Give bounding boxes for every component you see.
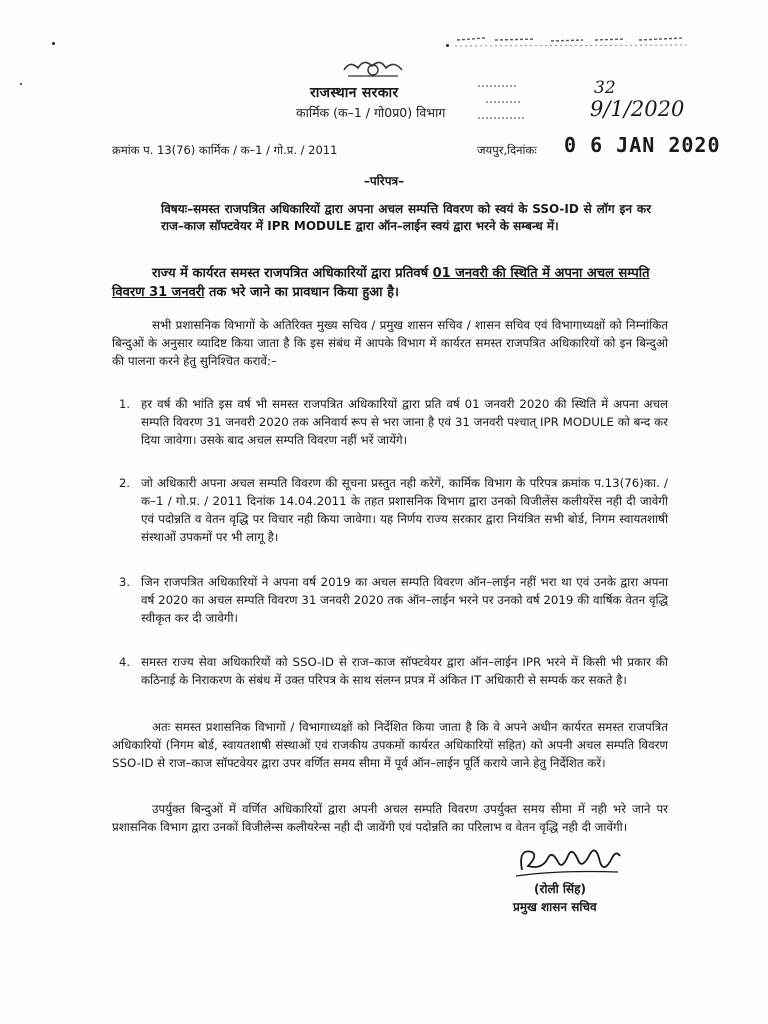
inward-date: 9/1/2020 bbox=[590, 97, 685, 121]
list-text: जो अधिकारी अपना अचल सम्पति विवरण की सूचना प्रस्तुत नही करेगें, कार्मिक विभाग के परिपत्र क्रमांक प.13(76)का. / क–1 / गो.प्र. / 2011 दिनांक 14.04.2011 के तहत प्रशासनिक विभाग द्वारा उनको विजीलेंस कलीयरेंस नही दी जावेगी एवं पदोन्नति व वेतन वृद्धि पर विचार नही किया जावेगा। यह निर्णय राज्य सरकार द्वारा नियंत्रित सभी बोर्ड, निगम स्वायतशाषी संस्थाओं उपकमों पर भी लागू है। bbox=[141, 476, 668, 544]
list-item bbox=[119, 395, 668, 449]
reference-number: क्रमांक प. 13(76) कार्मिक / क–1 / गो.प्र. / 2011 bbox=[112, 143, 338, 157]
list-number: 1. bbox=[119, 397, 130, 411]
directive-paragraph: अतः समस्त प्रशासनिक विभागों / विभागाध्यक्षों को निर्देशित किया जाता है कि वे अपने अधीन कार्यरत समस्त राजपत्रित अधिकारियों (निगम बोर्ड, स्वायतशाषी संस्थाओं एवं राजकीय उपकमों कार्यरत अधिकारियों सहित) को अपनी अचल सम्पति विवरण SSO-ID से राज–काज सॉफ्टवेयर द्वारा उपर वर्णित समय सीमा में पूर्व ऑन–लाईन पूर्ति कराये जाने हेतु निर्देशित करें। bbox=[112, 720, 668, 770]
inward-number: 32 bbox=[594, 78, 616, 98]
inward-stamp-rows bbox=[476, 80, 586, 135]
signer-name: (रोली सिंह) bbox=[534, 882, 586, 896]
scan-speck bbox=[20, 83, 22, 85]
circular-title: –परिपत्र– bbox=[363, 174, 405, 188]
main-paragraph-underlined: 01 जनवरी की स्थिति में अपना अचल सम्पति विवरण 31 जनवरी bbox=[112, 266, 650, 300]
consequence-paragraph: उपर्युक्त बिन्दुओं में वर्णित अधिकारियों द्वारा अपनी अचल सम्पति विवरण उपर्युक्त समय सीमा में नही भरे जाने पर प्रशासनिक विभाग द्वारा उनकों विजीलेन्स कलीयरेन्स नही दी जावेंगी एवं पदोन्नति का परिलाभ व वेतन वृद्धि नही दी जावेंगी। bbox=[112, 802, 668, 834]
list-number: 2. bbox=[119, 476, 130, 490]
main-paragraph-part1: राज्य में कार्यरत समस्त राजपत्रित अधिकारियों द्वारा प्रतिवर्ष bbox=[152, 266, 433, 281]
scan-speck bbox=[446, 44, 449, 47]
inward-stamp-header bbox=[455, 30, 687, 48]
list-item bbox=[119, 573, 668, 627]
subject-line: विषयः–समस्त राजपत्रित अधिकारियों द्वारा अपना अचल सम्पत्ति विवरण को स्वयं के SSO-ID से लॉग इन कर राज–काज सॉफ्टवेयर में IPR MODULE द्वारा ऑन–लाईन स्वयं द्वारा भरने के सम्बन्ध में। bbox=[161, 202, 651, 233]
department-name: कार्मिक (क–1 / गो0प्र0) विभाग bbox=[296, 105, 446, 120]
scan-speck bbox=[52, 42, 55, 45]
list-item bbox=[119, 653, 668, 689]
list-item bbox=[119, 474, 668, 546]
main-paragraph-part2: तक भरे जाने का प्रावधान किया हुआ है। bbox=[204, 285, 399, 300]
government-name: राजस्थान सरकार bbox=[310, 85, 399, 101]
main-paragraph bbox=[112, 264, 670, 302]
list-number: 3. bbox=[119, 575, 130, 589]
list-text: जिन राजपत्रित अधिकारियों ने अपना वर्ष 2019 का अचल सम्पति विवरण ऑन–लाईन नहीं भरा था एवं उनके द्वारा अपना वर्ष 2020 का अचल सम्पति विवरण 31 जनवरी 2020 तक ऑन–लाईन भरने पर उनको वर्ष 2019 की वार्षिक वेतन वृद्धि स्वीकृत कर दी जावेगी। bbox=[141, 575, 668, 625]
instruction-paragraph: सभी प्रशासनिक विभागों के अतिरिक्त मुख्य सचिव / प्रमुख शासन सचिव / शासन सचिव एवं विभागाध्यक्षों को निम्नांकित बिन्दुओं के अनुसार व्यादिष्ट किया जाता है कि इस संबंध में आपके विभाग में कार्यरत समस्त राजपत्रित अधिकारियों को इन बिन्दुओ की पालना करने हेतु सुनिश्चित करावें:– bbox=[112, 318, 668, 368]
list-text: हर वर्ष की भांति इस वर्ष भी समस्त राजपत्रित अधिकारियों द्वारा प्रति वर्ष 01 जनवरी 2020 की स्थिति में अपना अचल सम्पति विवरण 31 जनवरी 2020 तक अनिवार्य रूप से भरा जाना है एवं 31 जनवरी पश्चात् IPR MODULE को बन्द कर दिया जावेगा। उसके बाद अचल सम्पति विवरण नहीं भरें जायेंगे। bbox=[141, 397, 668, 447]
place-date-label: जयपुर,दिनांकः bbox=[477, 143, 537, 157]
list-number: 4. bbox=[119, 655, 130, 669]
list-text: समस्त राज्य सेवा अधिकारियों को SSO-ID से राज–काज सॉफ्टवेयर द्वारा ऑन–लाईन IPR भरने में किसी भी प्रकार की कठिनाई के निराकरण के संबंध में उक्त परिपत्र के साथ संलग्न प्रपत्र में अंकित IT अधिकारी से सम्पर्क कर सकते है। bbox=[141, 655, 668, 687]
date-stamp: 0 6 JAN 2020 bbox=[564, 133, 721, 157]
signer-title: प्रमुख शासन सचिव bbox=[513, 900, 597, 914]
state-emblem-icon bbox=[338, 56, 408, 80]
